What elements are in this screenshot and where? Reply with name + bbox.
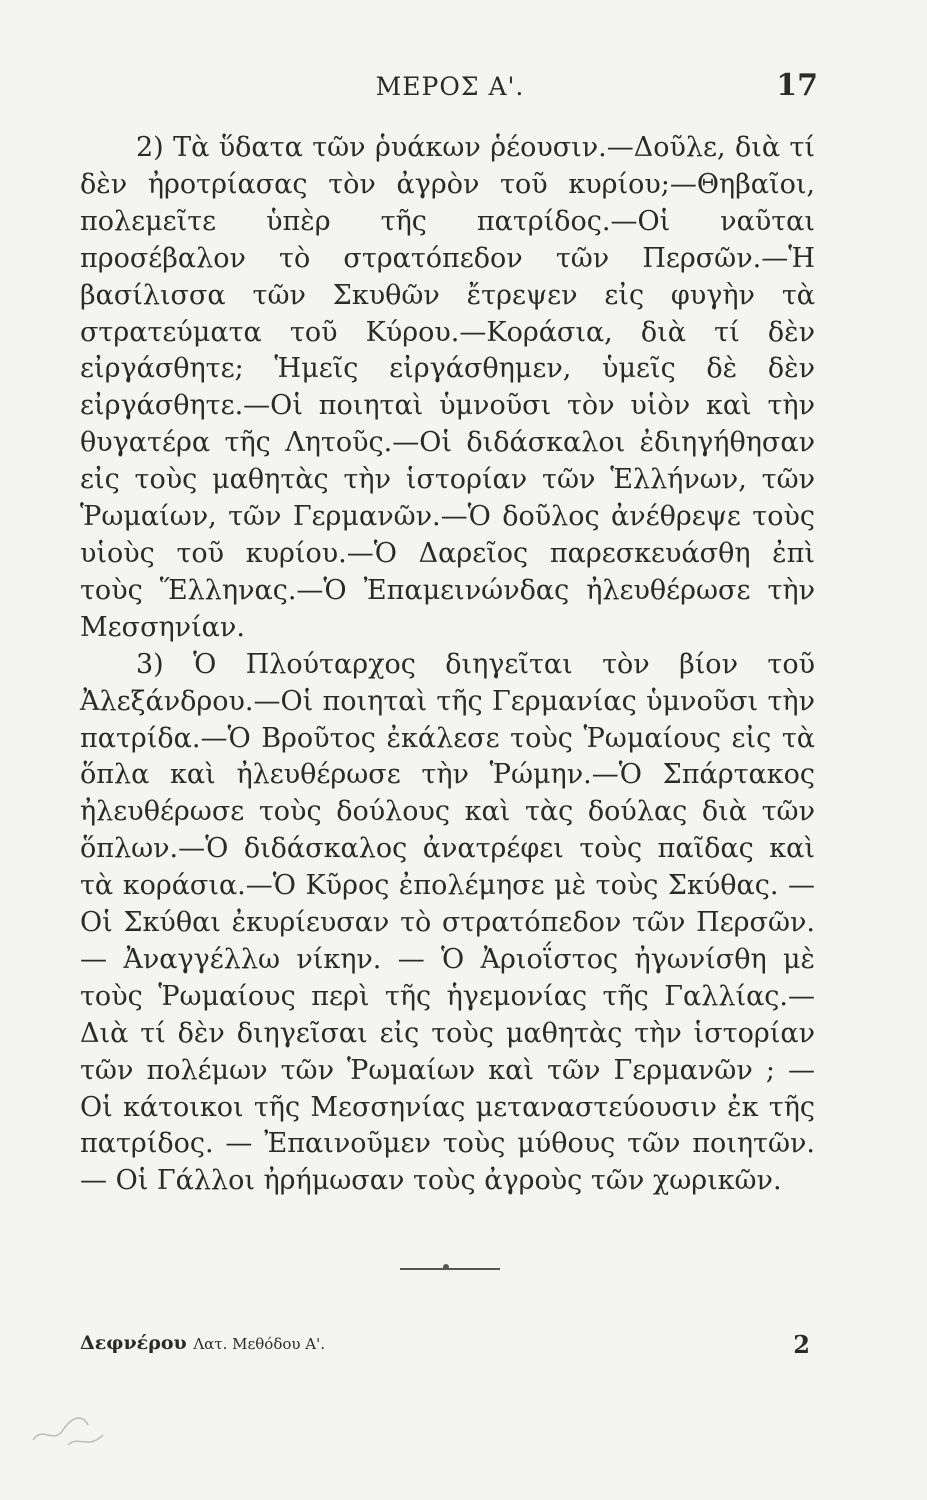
signature-name: Δεφνέρου	[80, 1332, 187, 1354]
signature-rest: Λατ. Μεθόδου Α'.	[193, 1335, 326, 1353]
signature-line	[80, 1332, 325, 1354]
section-divider	[400, 1268, 500, 1270]
exercise-paragraph-2: 2) Τὰ ὕδατα τῶν ῥυάκων ῥέουσιν.—Δοῦλε, διὰ τί δὲν ἠροτρίασας τὸν ἀγρὸν τοῦ κυρίου;—Θηβαῖοι, πολεμεῖτε ὑπὲρ τῆς πατρίδος.—Οἱ ναῦται προσέβαλον τὸ στρατόπεδον τῶν Περσῶν.—Ἡ βασίλισσα τῶν Σκυθῶν ἔτρεψεν εἰς φυγὴν τὰ στρατεύματα τοῦ Κύρου.—Κοράσια, διὰ τί δὲν εἰργάσθητε; Ἡμεῖς εἰργάσθημεν, ὑμεῖς δὲ δὲν εἰργάσθητε.—Οἱ ποιηταὶ ὑμνοῦσι τὸν υἱὸν καὶ τὴν θυγατέρα τῆς Λητοῦς.—Οἱ διδάσκαλοι ἐδιηγήθησαν εἰς τοὺς μαθητὰς τὴν ἱστορίαν τῶν Ἑλλήνων, τῶν Ῥωμαίων, τῶν Γερμανῶν.—Ὁ δοῦλος ἀνέθρεψε τοὺς υἱοὺς τοῦ κυρίου.—Ὁ Δαρεῖος παρεσκευάσθη ἐπὶ τοὺς Ἕλληνας.—Ὁ Ἐπαμεινώνδας ἠλευθέρωσε τὴν Μεσσηνίαν.	[80, 132, 815, 643]
signature-mark: 2	[793, 1330, 810, 1359]
body-text	[80, 130, 815, 1200]
printer-signature	[80, 1332, 820, 1362]
page-number: 17	[776, 68, 818, 103]
exercise-paragraph-3: 3) Ὁ Πλούταρχος διηγεῖται τὸν βίον τοῦ Ἀλεξάνδρου.—Οἱ ποιηταὶ τῆς Γερμανίας ὑμνοῦσι τὴν πατρίδα.—Ὁ Βροῦτος ἐκάλεσε τοὺς Ῥωμαίους εἰς τὰ ὅπλα καὶ ἠλευθέρωσε τὴν Ῥώμην.—Ὁ Σπάρτακος ἠλευθέρωσε τοὺς δούλους καὶ τὰς δούλας διὰ τῶν ὅπλων.—Ὁ διδάσκαλος ἀνατρέφει τοὺς παῖδας καὶ τὰ κοράσια.—Ὁ Κῦρος ἐπολέμησε μὲ τοὺς Σκύθας. — Οἱ Σκύθαι ἐκυρίευσαν τὸ στρατόπεδον τῶν Περσῶν. — Ἀναγγέλλω νίκην. — Ὁ Ἀριοΐστος ἠγωνίσθη μὲ τοὺς Ῥωμαίους περὶ τῆς ἡγεμονίας τῆς Γαλλίας.—Διὰ τί δὲν διηγεῖσαι εἰς τοὺς μαθητὰς τὴν ἱστορίαν τῶν πολέμων τῶν Ῥωμαίων καὶ τῶν Γερμανῶν ; — Οἱ κάτοικοι τῆς Μεσσηνίας μεταναστεύουσιν ἐκ τῆς πατρίδος. — Ἐπαινοῦμεν τοὺς μύθους τῶν ποιητῶν. — Οἱ Γάλλοι ἠρήμωσαν τοὺς ἀγροὺς τῶν χωρικῶν.	[80, 648, 815, 1197]
pencil-scribble	[28, 1395, 118, 1455]
divider-dot	[443, 1264, 449, 1270]
running-header	[80, 66, 820, 106]
running-title: ΜΕΡΟΣ Α'.	[375, 72, 525, 101]
